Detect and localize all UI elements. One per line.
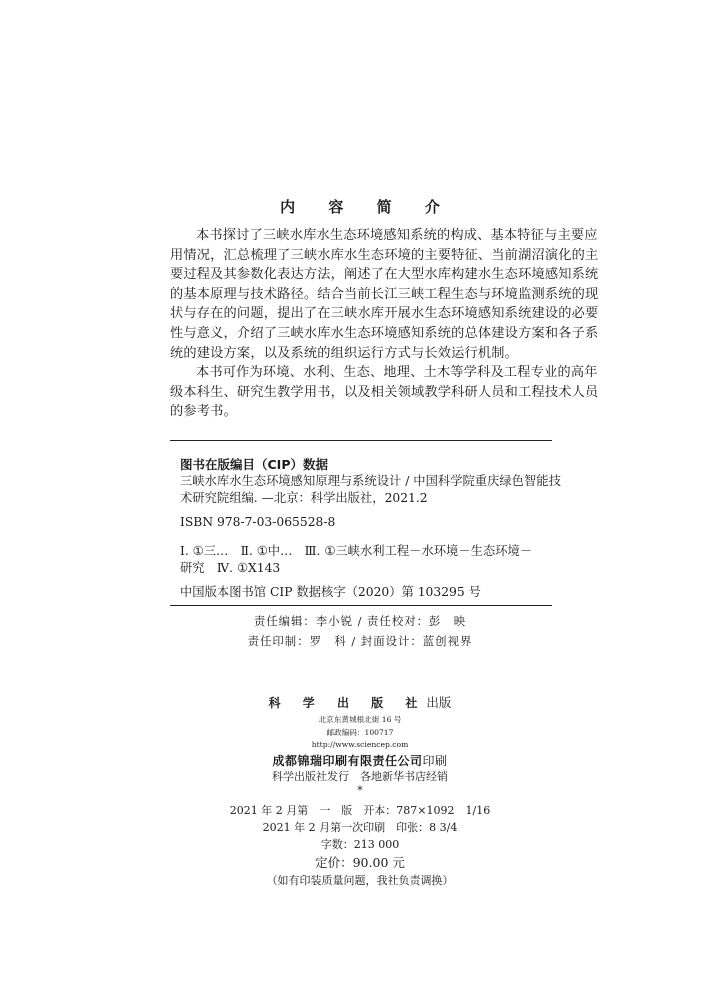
distribution-line: 科学出版社发行 各地新华书店经销: [272, 770, 448, 783]
edition-line: 2021 年 2 月第 一 版 开本：787×1092 1/16: [229, 804, 491, 817]
intro-line: 本书可作为环境、水利、生态、地理、土木等学科及工程专业的高年: [196, 365, 598, 380]
responsibility-production: 责任印制：罗 科 / 封面设计：蓝创视界: [247, 634, 473, 648]
intro-line: 状与存在的问题，提出了在三峡水库开展水生态环境感知系统建设的必要: [170, 306, 599, 322]
publisher-suffix: 出版: [426, 695, 452, 710]
responsibility-editors: 责任编辑：李小锐 / 责任校对：彭 映: [253, 614, 467, 628]
cip-top-rule: [170, 440, 552, 441]
publisher-website: http://www.sciencep.com: [311, 740, 409, 749]
publisher-address: 北京东黄城根北街 16 号: [318, 715, 402, 724]
page-title: 内 容 简 介: [280, 198, 454, 216]
intro-line: 要过程及其参数化表达方法，阐述了在大型水库构建水生态环境感知系统: [170, 267, 599, 283]
intro-paragraph-1: [170, 226, 599, 363]
cip-record: [180, 473, 561, 507]
publisher-postcode: 邮政编码：100717: [326, 728, 394, 737]
isbn: ISBN 978-7-03-065528-8: [180, 515, 336, 529]
intro-paragraph-2: [170, 363, 599, 422]
intro-line: 本书探讨了三峡水库水生态环境感知系统的构成、基本特征与主要应: [196, 228, 598, 243]
cip-bottom-rule: [170, 605, 552, 606]
publisher-name: 科 学 出 版 社: [268, 696, 427, 710]
cip-record-line: 术研究院组编. —北京：科学出版社，2021.2: [180, 491, 428, 505]
cip-heading: 图书在版编目（CIP）数据: [180, 457, 328, 472]
word-count: 字数：213 000: [320, 838, 400, 851]
classification-line: 研究 Ⅳ. ①X143: [180, 561, 281, 575]
price: 定价：90.00 元: [315, 855, 405, 870]
cip-number: 中国版本图书馆 CIP 数据核字（2020）第 103295 号: [180, 585, 481, 599]
intro-line: 级本科生、研究生教学用书，以及相关领域教学科研人员和工程技术人员: [170, 384, 599, 400]
printer-line: [0, 750, 720, 769]
classification-line: Ⅰ. ①三… Ⅱ. ①中… Ⅲ. ①三峡水利工程－水环境－生态环境－: [180, 544, 533, 558]
quality-note: （如有印装质量问题，我社负责调换）: [266, 874, 454, 887]
printer-suffix: 印刷: [422, 754, 448, 768]
printer-name: 成都锦瑞印刷有限责任公司: [272, 754, 423, 768]
intro-line: 统的建设方案，以及系统的组织运行方式与长效运行机制。: [170, 345, 519, 361]
publisher-line: [0, 692, 720, 711]
intro-line: 的基本原理与技术路径。结合当前长江三峡工程生态与环境监测系统的现: [170, 286, 599, 302]
printing-line: 2021 年 2 月第一次印刷 印张：8 3/4: [262, 821, 458, 834]
separator-asterisk: *: [357, 784, 363, 797]
intro-line: 性与意义，介绍了三峡水库水生态环境感知系统的总体建设方案和各子系: [170, 325, 599, 341]
cip-record-line: 三峡水库水生态环境感知原理与系统设计 / 中国科学院重庆绿色智能技: [180, 474, 561, 488]
cip-classification: [180, 543, 550, 577]
intro-line: 的参考书。: [170, 404, 237, 420]
intro-line: 用情况，汇总梳理了三峡水库水生态环境的主要特征、当前湖沼演化的主: [170, 247, 599, 263]
